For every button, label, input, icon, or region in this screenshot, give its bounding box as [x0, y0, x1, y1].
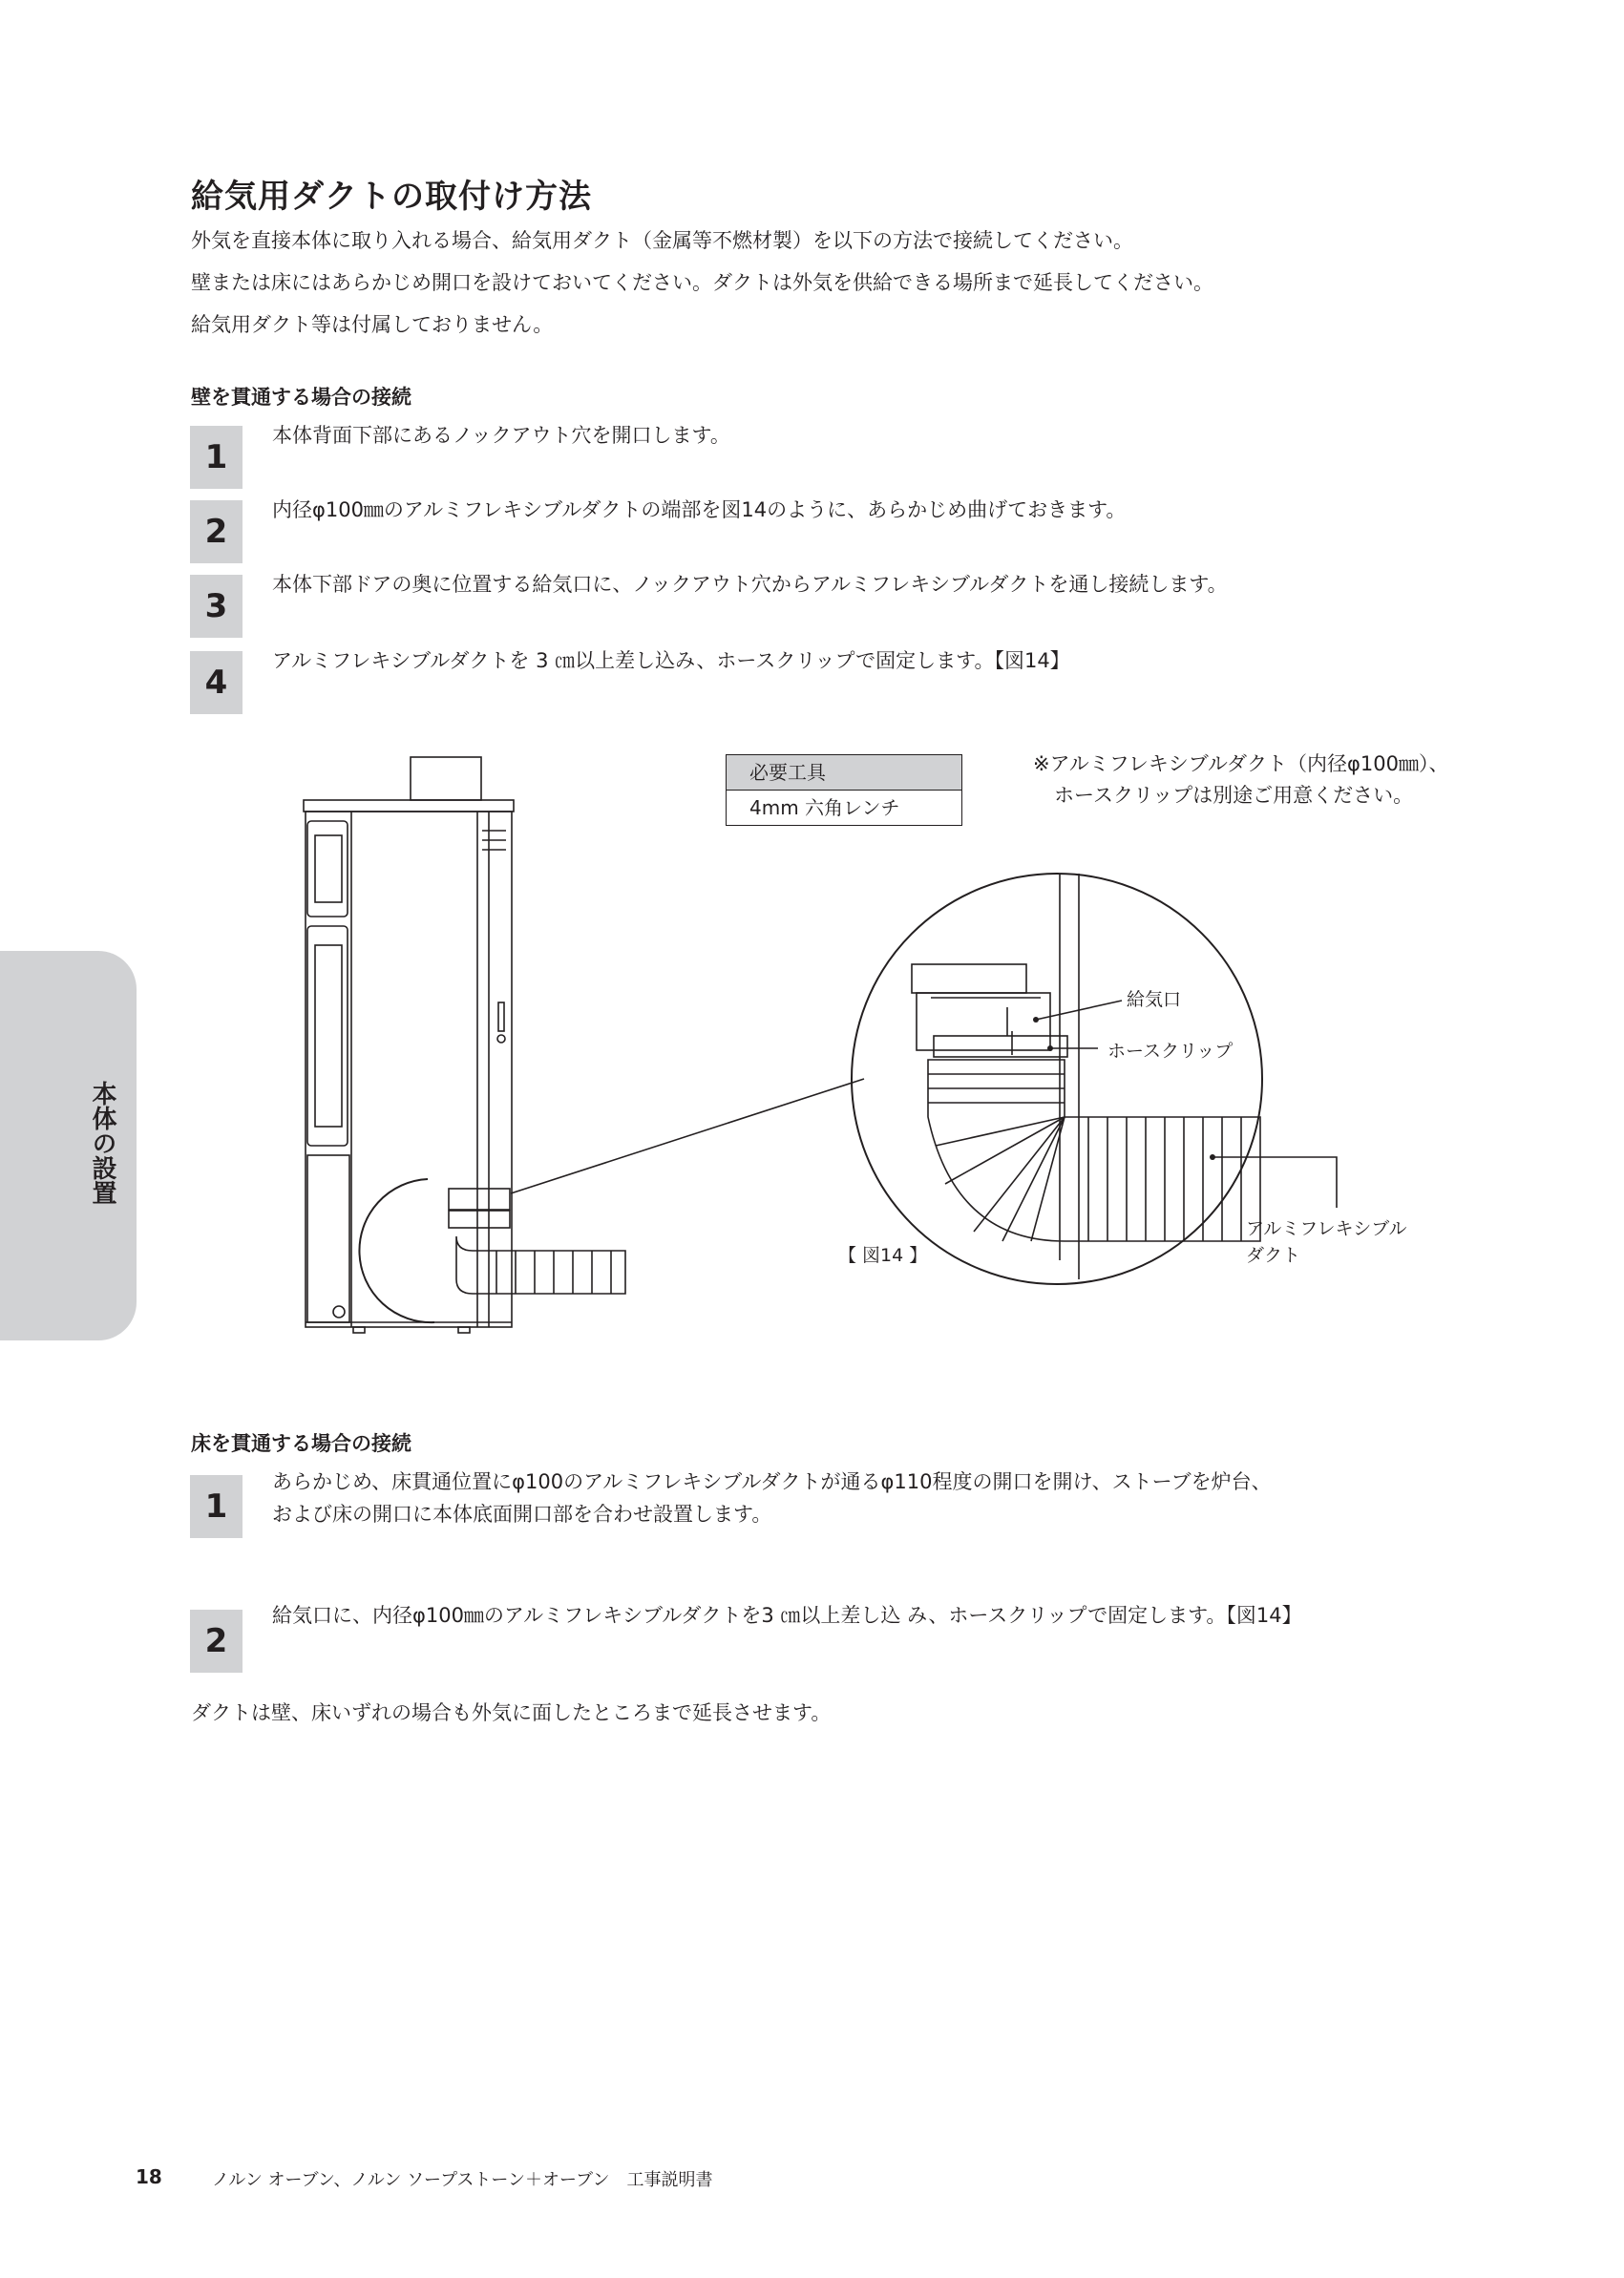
detail-magnified-circle: [852, 874, 1262, 1284]
floor-step-1-number: 1: [190, 1475, 243, 1538]
closing-note: ダクトは壁、床いずれの場合も外気に面したところまで延長させます。: [191, 1701, 832, 1724]
duct-leader-line: [1213, 1157, 1337, 1208]
page-title: 給気用ダクトの取付け方法: [191, 178, 592, 216]
intro-line-3: 給気用ダクト等は付属しておりません。: [191, 313, 554, 336]
chapter-side-tab-label: 本体の設置: [88, 1081, 116, 1205]
intro-line-1: 外気を直接本体に取り入れる場合、給気用ダクト（金属等不燃材製）を以下の方法で接続してください。: [191, 229, 1133, 252]
hose-clip-label: ホースクリップ: [1107, 1041, 1234, 1062]
inlet-label: 給気口: [1127, 989, 1182, 1010]
wall-step-2-text: 内径φ100㎜のアルミフレキシブルダクトの端部を図14のように、あらかじめ曲げておきます。: [272, 498, 1127, 521]
duct-illustration: [456, 1236, 625, 1294]
stove-body-illustration: [304, 757, 514, 1333]
floor-step-2-text: [272, 1600, 1302, 1633]
floor-step-1-line-2: および床の開口に本体底面開口部を合わせ設置します。: [272, 1502, 772, 1526]
page-number: 18: [136, 2165, 162, 2188]
supply-note-line-1: ※アルミフレキシブルダクト（内径φ100㎜）、: [1033, 752, 1449, 775]
detail-leader-line: [511, 1079, 864, 1193]
wall-step-1-text: 本体背面下部にあるノックアウト穴を開口します。: [272, 424, 730, 447]
wall-step-4-text: アルミフレキシブルダクトを 3 ㎝以上差し込み、ホースクリップで固定します。【図14】: [272, 649, 1070, 672]
wall-step-4-number: 4: [190, 651, 243, 714]
wall-step-3-text: 本体下部ドアの奥に位置する給気口に、ノックアウト穴からアルミフレキシブルダクトを通し接続します。: [272, 573, 1228, 596]
supply-note-line-2: ホースクリップは別途ご用意ください。: [1054, 783, 1414, 807]
wall-step-3-number: 3: [190, 575, 243, 638]
figure-caption: 【 図14 】: [838, 1245, 928, 1266]
floor-step-1-line-1: あらかじめ、床貫通位置にφ100のアルミフレキシブルダクトが通るφ110程度の開口を開け、ストーブを炉台、: [272, 1470, 1272, 1493]
duct-label-line-2: ダクト: [1246, 1245, 1301, 1266]
required-tools-item: 4mm 六角レンチ: [749, 796, 900, 819]
floor-step-2-number: 2: [190, 1610, 243, 1673]
floor-step-2-line-1: 給気口に、内径φ100㎜のアルミフレキシブルダクトを3 ㎝以上差し込 み、ホースクリップで固定します。【図14】: [272, 1604, 1302, 1627]
footer-title: ノルン オーブン、ノルン ソープストーン＋オーブン 工事説明書: [212, 2170, 713, 2190]
floor-heading: 床を貫通する場合の接続: [191, 1432, 411, 1455]
required-tools-header: 必要工具: [727, 755, 961, 791]
wall-step-2-number: 2: [190, 500, 243, 563]
wall-heading: 壁を貫通する場合の接続: [191, 386, 411, 409]
wall-step-1-number: 1: [190, 426, 243, 489]
duct-label-line-1: アルミフレキシブル: [1246, 1218, 1407, 1239]
intro-line-2: 壁または床にはあらかじめ開口を設けておいてください。ダクトは外気を供給できる場所まで延長してください。: [191, 271, 1213, 294]
floor-step-1-text: [272, 1466, 1272, 1530]
